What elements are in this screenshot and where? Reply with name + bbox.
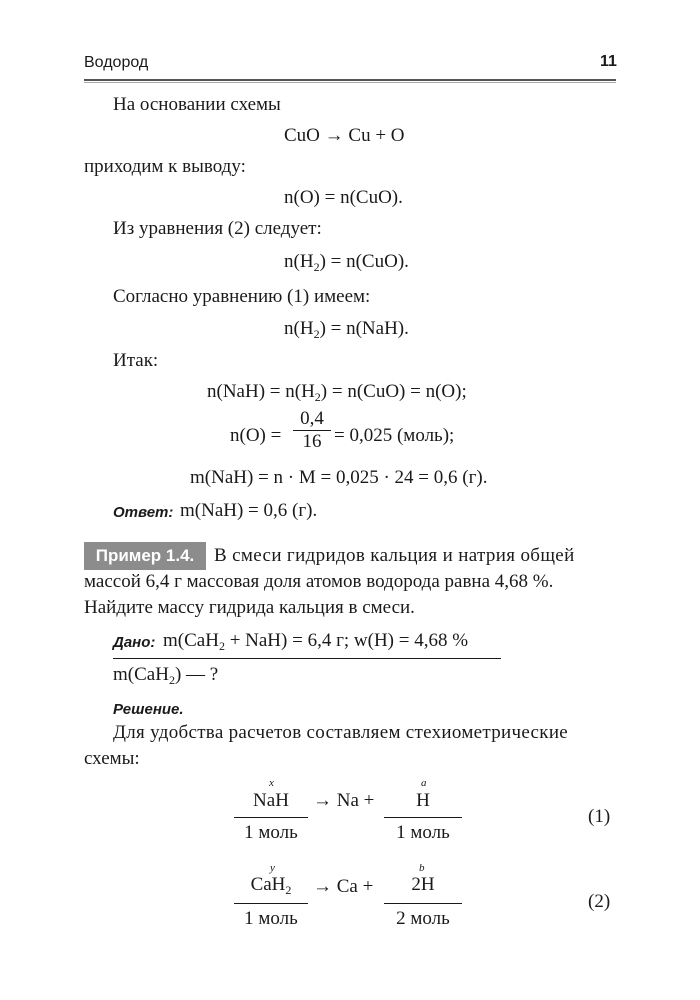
scheme1-bottom-left: 1 моль	[244, 822, 298, 843]
formula-nH2-CuO: $n(H_2) = n(CuO)$.	[284, 251, 409, 274]
answer-text: m(NaH) = 0,6 (г).	[180, 500, 318, 521]
example-line-3: Найдите массу гидрида кальция в смеси.	[84, 597, 415, 618]
formula-nO: n(O) = n(CuO).	[284, 187, 403, 208]
text-line-5: Итак:	[113, 350, 159, 371]
answer-label: Ответ:	[113, 504, 174, 521]
header-rule-thin	[84, 82, 616, 83]
formula-chain: $n(NaH) = n(H_2) = n(CuO) = n(O)$;	[207, 381, 467, 404]
scheme1-bar-left	[234, 817, 308, 818]
text-line-4: Согласно уравнению (1) имеем:	[113, 286, 371, 307]
formula-scheme: CuO → Cu + O	[284, 125, 405, 146]
example-line-1: В смеси гидридов кальция и натрия общей	[214, 545, 575, 566]
fraction-denominator: 16	[302, 431, 322, 452]
scheme2-number: (2)	[588, 891, 611, 912]
example-line-2: массой 6,4 г массовая доля атомов водорода равна 4,68 %.	[84, 571, 554, 592]
scheme2-arrow: → Ca +	[313, 876, 374, 897]
scheme1-x: x	[269, 777, 274, 789]
scheme1-arrow: → Na +	[313, 790, 375, 811]
example-badge: Пример 1.4.	[84, 542, 206, 570]
scheme2-bar-right	[384, 903, 462, 904]
text-line-2: приходим к выводу:	[84, 156, 246, 177]
solution-line-1: Для удобства расчетов составляем стехиометрические	[113, 722, 569, 743]
text-line-3: Из уравнения (2) следует:	[113, 218, 322, 239]
header-rule	[84, 79, 616, 81]
fraction-numerator: 0,4	[300, 408, 324, 429]
fraction-nO	[293, 408, 331, 453]
scheme2-b: b	[419, 862, 425, 874]
scheme1-top-right: H	[416, 790, 430, 811]
scheme1-frac-right	[384, 790, 462, 844]
find-text: m(CaH$_2$) — ?	[113, 664, 219, 687]
solution-line-2: схемы:	[84, 748, 140, 769]
formula-nO-left: n(O) =	[230, 425, 282, 446]
formula-nO-right: = 0,025 (моль);	[334, 425, 455, 446]
scheme2-bottom-left: 1 моль	[244, 908, 298, 929]
formula-mass: m(NaH) = n · M = 0,025 · 24 = 0,6 (г).	[190, 467, 488, 488]
scheme1-bar-right	[384, 817, 462, 818]
given-divider	[113, 658, 501, 659]
given-label: Дано:	[113, 634, 156, 651]
scheme2-bottom-right: 2 моль	[396, 908, 450, 929]
scheme2-frac-left	[234, 874, 308, 930]
formula-nH2-NaH: $n(H_2) = n(NaH)$.	[284, 318, 409, 341]
scheme2-top-right: 2H	[411, 874, 435, 895]
text-line-1: На основании схемы	[113, 94, 281, 115]
scheme1-a: a	[421, 777, 427, 789]
solution-label: Решение.	[113, 701, 184, 718]
scheme2-frac-right	[384, 874, 462, 930]
scheme2-y: y	[270, 862, 275, 874]
page-number: 11	[600, 53, 617, 70]
scheme2-bar-left	[234, 903, 308, 904]
running-header-title: Водород	[84, 54, 149, 71]
scheme1-number: (1)	[588, 806, 611, 827]
scheme1-bottom-right: 1 моль	[396, 822, 450, 843]
scheme2-top-left: CaH$_2$	[250, 874, 292, 897]
scheme1-frac-left	[234, 790, 308, 844]
scheme1-top-left: NaH	[253, 790, 289, 811]
given-text: m(CaH$_2$ + NaH) = 6,4 г; w(H) = 4,68 %	[163, 630, 469, 653]
